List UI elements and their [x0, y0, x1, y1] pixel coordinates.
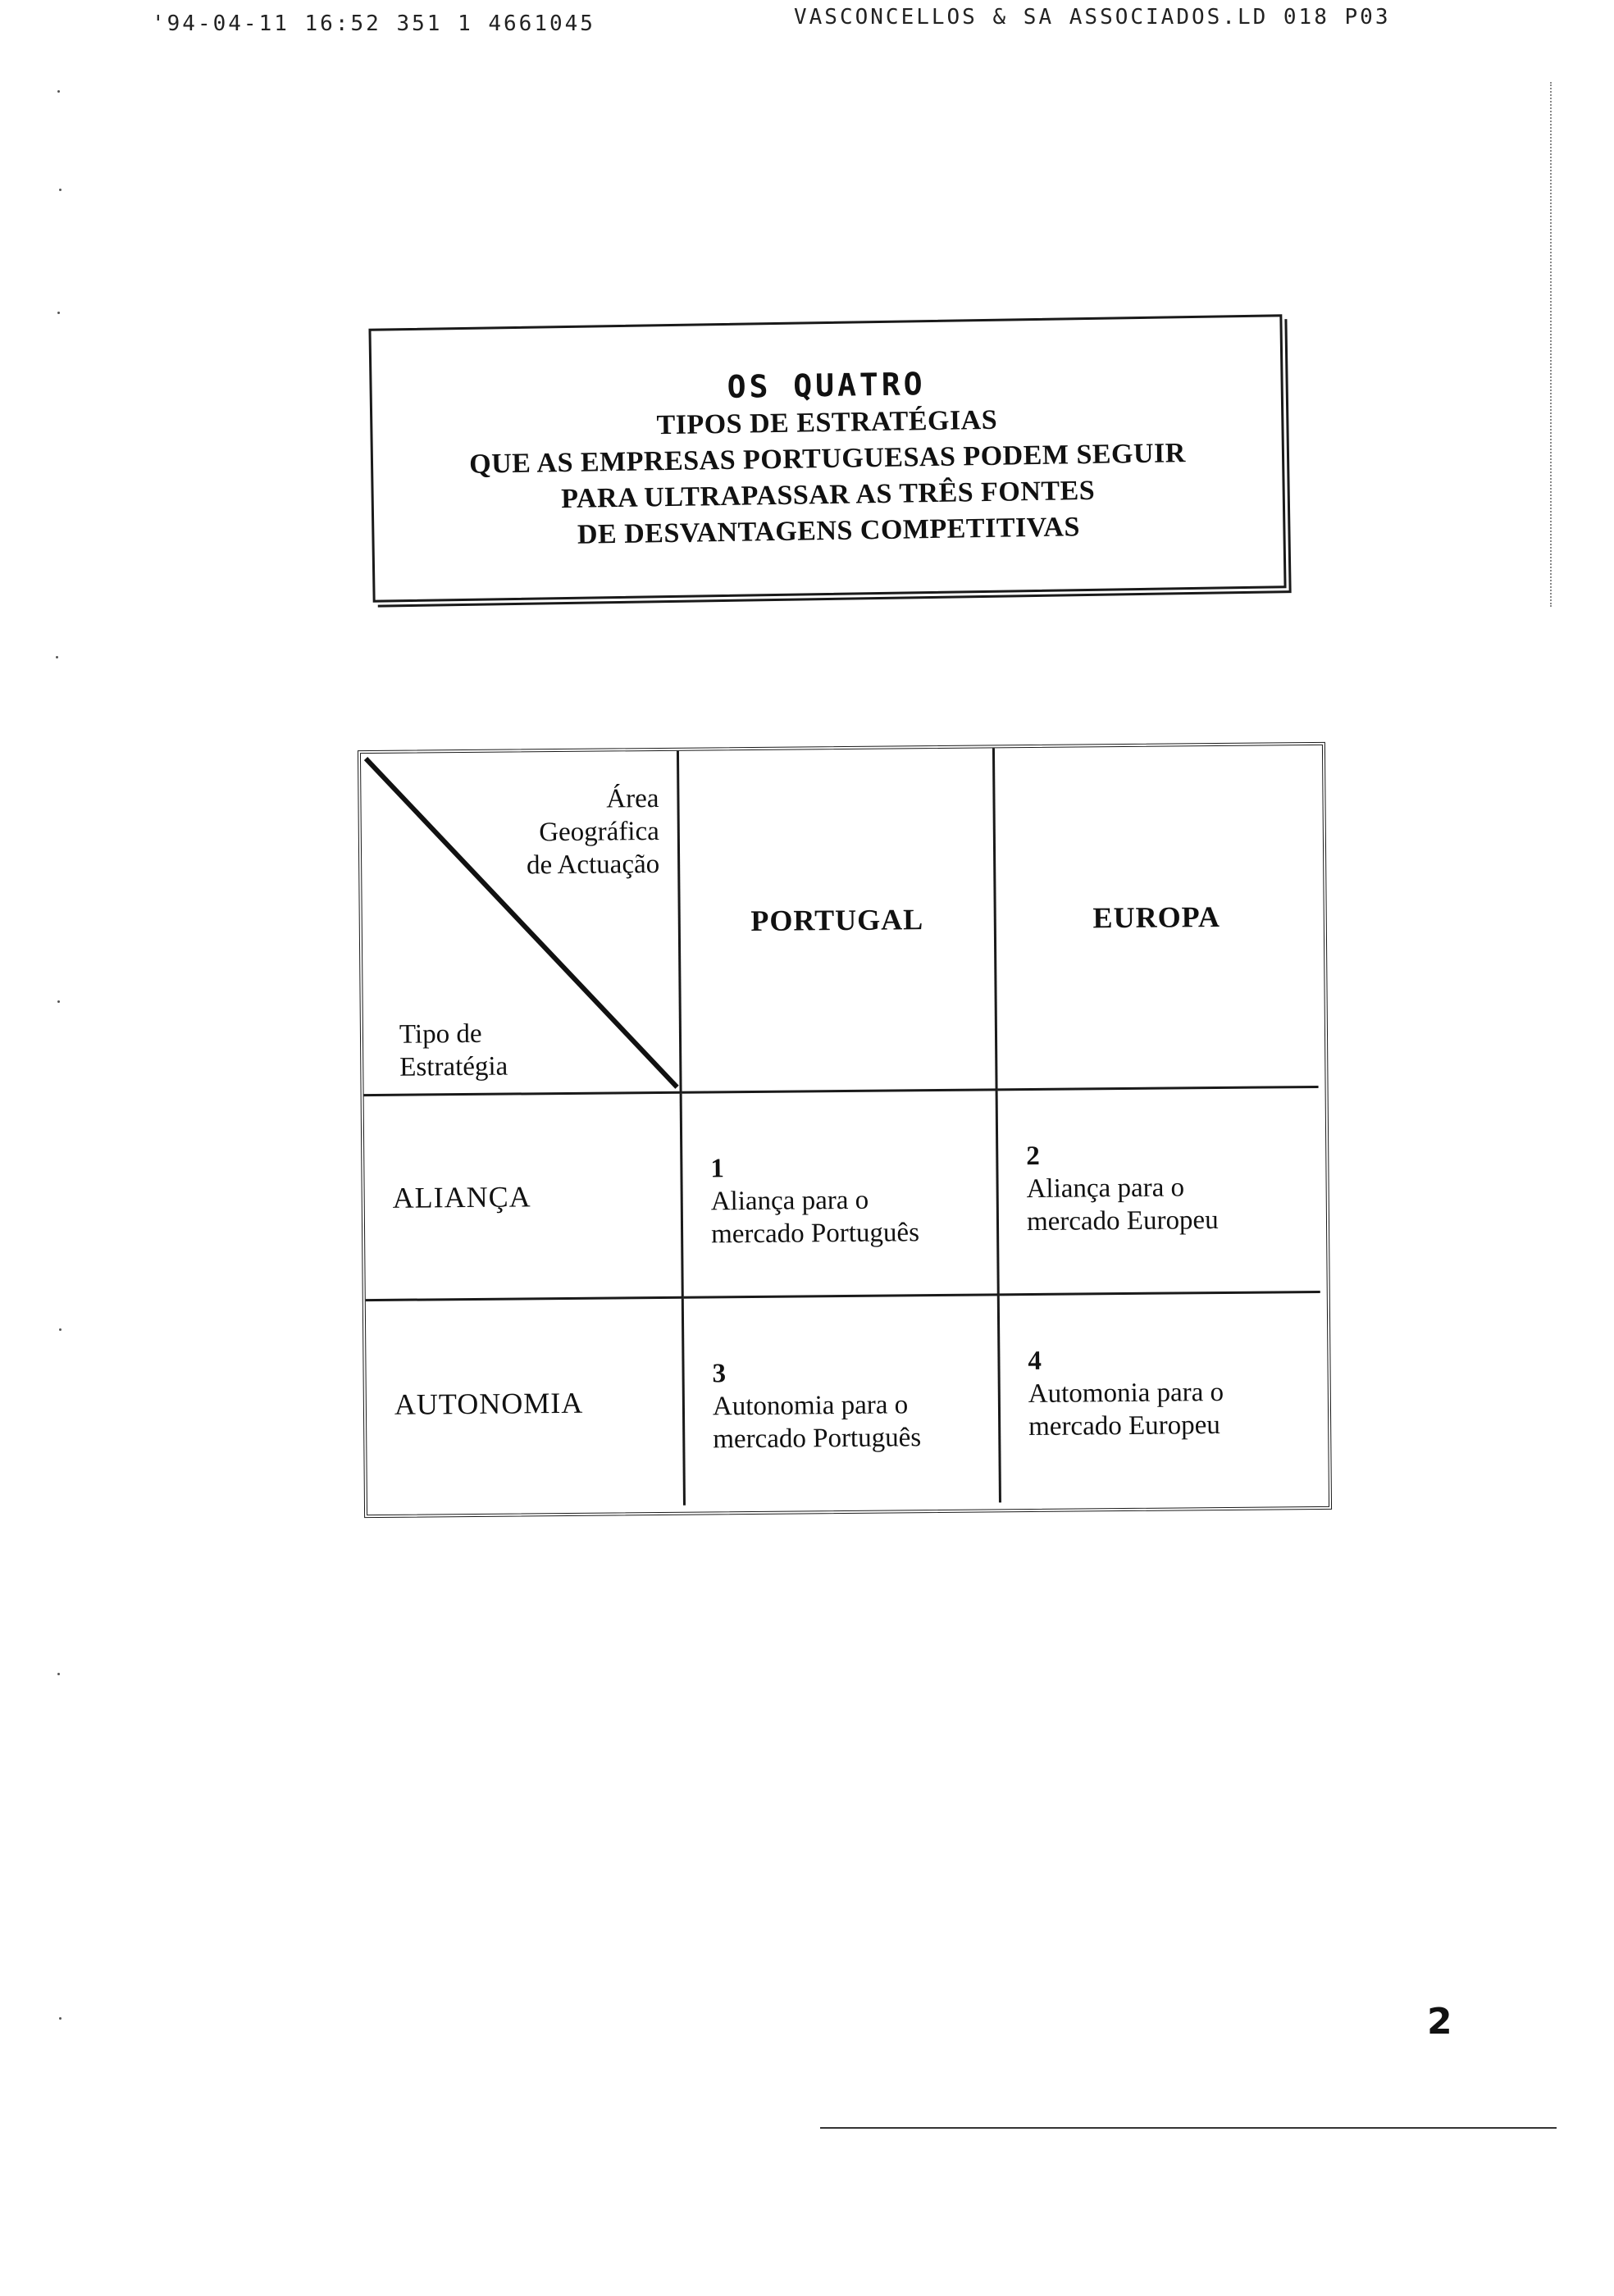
strategy-number: 2 [1026, 1141, 1040, 1172]
corner-top-line-1: Área [606, 783, 659, 814]
scan-speck [59, 2017, 62, 2020]
strategy-text-line-2: mercado Português [710, 1218, 920, 1250]
row-header-alianca: ALIANÇA [364, 1094, 684, 1301]
strategy-text-line-2: mercado Europeu [1026, 1205, 1219, 1237]
page-number: 2 [1427, 2001, 1452, 2043]
corner-bottom-line-1: Tipo de [399, 1018, 482, 1050]
corner-top-line-2: Geográfica [539, 816, 659, 848]
strategy-cell-4 [1000, 1293, 1322, 1502]
title-line-2: TIPOS DE ESTRATÉGIAS [656, 404, 998, 441]
scan-speck [59, 189, 62, 191]
strategy-text-line-1: Aliança para o [1026, 1173, 1185, 1205]
strategy-text-line-2: mercado Europeu [1028, 1410, 1220, 1442]
strategy-text-line-1: Automonia para o [1028, 1377, 1224, 1410]
strategy-text-line-1: Autonomia para o [712, 1390, 909, 1422]
corner-cell [361, 751, 682, 1096]
scan-speck [59, 1328, 62, 1331]
column-header-portugal: PORTUGAL [679, 748, 998, 1093]
fax-header [0, 5, 1614, 44]
title-box [368, 314, 1286, 602]
scan-speck [57, 1000, 60, 1003]
title-line-5: DE DESVANTAGENS COMPETITIVAS [577, 512, 1081, 550]
title-line-1: OS QUATRO [727, 366, 926, 405]
strategy-number: 1 [710, 1154, 725, 1184]
fax-header-right: VASCONCELLOS & SA ASSOCIADOS.LD 018 P03 [794, 5, 1391, 30]
fax-header-left: '94-04-11 16:52 351 1 4661045 [152, 11, 595, 36]
corner-column-axis-label [526, 782, 659, 882]
strategy-number: 3 [712, 1359, 727, 1389]
strategy-cell-3 [684, 1296, 1001, 1505]
strategy-text-line-2: mercado Português [713, 1423, 922, 1455]
footer-rule [820, 2127, 1557, 2129]
title-line-3: QUE AS EMPRESAS PORTUGUESAS PODEM SEGUIR [468, 438, 1187, 480]
scan-speck [57, 90, 60, 93]
title-line-4: PARA ULTRAPASSAR AS TRÊS FONTES [560, 475, 1096, 515]
scan-edge-marks [1550, 82, 1552, 607]
strategy-matrix [358, 742, 1332, 1518]
strategy-cell-1 [682, 1091, 1000, 1298]
strategy-text-line-1: Aliança para o [710, 1185, 869, 1217]
corner-top-line-3: de Actuação [526, 849, 660, 881]
scan-speck [56, 656, 58, 658]
strategy-number: 4 [1028, 1346, 1042, 1377]
scan-speck [57, 1673, 60, 1675]
corner-row-axis-label [399, 1018, 508, 1084]
scan-speck [57, 312, 60, 314]
row-header-autonomia: AUTONOMIA [366, 1299, 686, 1508]
strategy-cell-2 [998, 1088, 1320, 1296]
column-header-europa: EUROPA [995, 745, 1319, 1091]
corner-bottom-line-2: Estratégia [399, 1051, 508, 1082]
